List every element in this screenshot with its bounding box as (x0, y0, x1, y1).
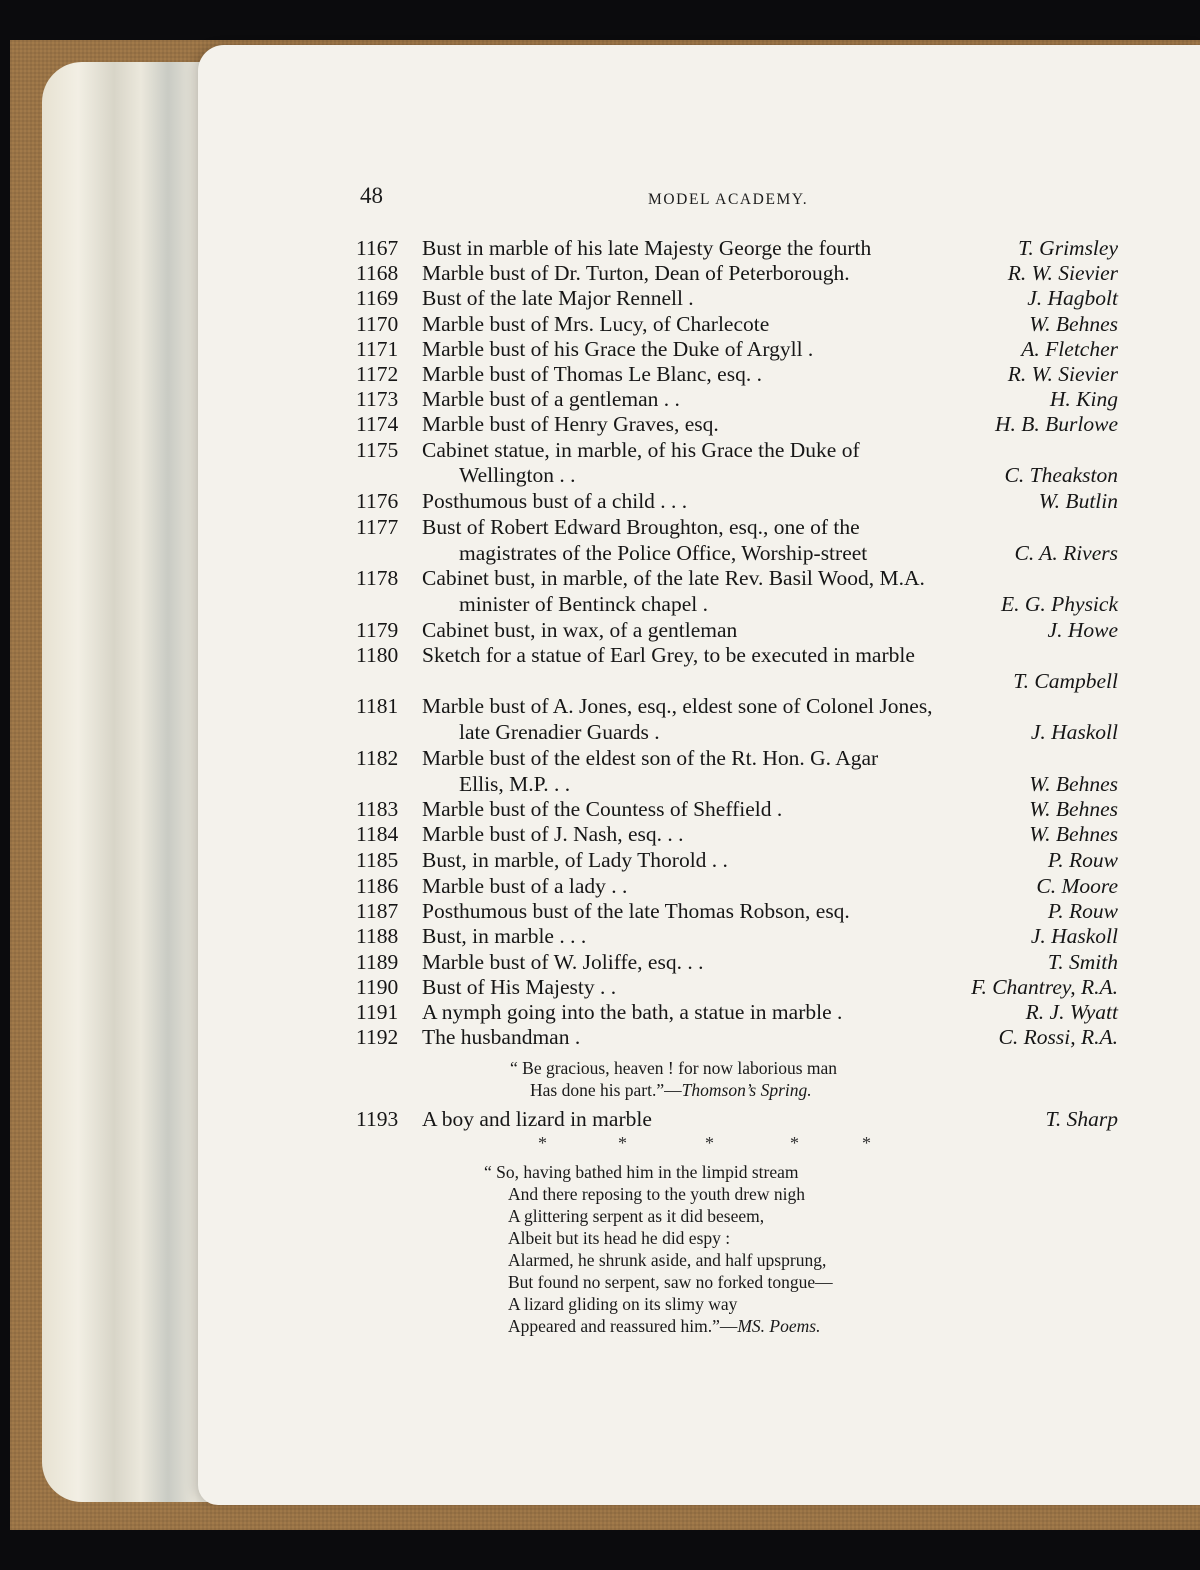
separator-star: * (618, 1133, 627, 1153)
entry-title-continued: late Grenadier Guards . (459, 720, 660, 744)
entry-title-continued: Ellis, M.P. . . (459, 772, 571, 796)
entry-artist: T. Smith (1047, 950, 1118, 974)
quote-line: Albeit but its head he did espy : (508, 1228, 731, 1248)
entry-title: Marble bust of Thomas Le Blanc, esq. . (422, 362, 762, 386)
entry-title: A nymph going into the bath, a statue in marble . (422, 1000, 843, 1024)
entry-number: 1176 (356, 489, 399, 513)
entry-title: Marble bust of W. Joliffe, esq. . . (422, 950, 704, 974)
entry-title: Bust of the late Major Rennell . (422, 286, 694, 310)
quote-line: “ Be gracious, heaven ! for now laborious man (510, 1058, 838, 1078)
entry-number: 1188 (356, 924, 399, 948)
catalogue-entry-continuation (356, 592, 1118, 618)
entry-title: Cabinet bust, in marble, of the late Rev. Basil Wood, M.A. (422, 566, 925, 590)
catalogue-entry-continuation (356, 772, 1118, 798)
entry-artist: R. W. Sievier (1007, 261, 1118, 285)
entry-number: 1173 (356, 387, 399, 411)
entry-number: 1183 (356, 797, 399, 821)
entry-title: Posthumous bust of the late Thomas Robson, esq. (422, 899, 850, 923)
entry-title: Bust in marble of his late Majesty George the fourth (422, 236, 872, 260)
quote-source: MS. Poems. (737, 1316, 821, 1336)
catalogue-entry (356, 1000, 1118, 1026)
catalogue-entry (356, 515, 1118, 541)
catalogue-entry (356, 643, 1118, 669)
entry-number: 1177 (356, 515, 399, 539)
entry-artist: W. Butlin (1038, 489, 1118, 513)
entry-artist: T. Campbell (1013, 669, 1118, 693)
page-number: 48 (360, 183, 383, 208)
entry-title: Marble bust of the Countess of Sheffield . (422, 797, 783, 821)
catalogue-entry (356, 848, 1118, 874)
catalogue-entry (356, 412, 1118, 438)
entry-title: A boy and lizard in marble (422, 1107, 652, 1131)
entry-number: 1189 (356, 950, 399, 974)
entry-title: Bust, in marble . . . (422, 924, 587, 948)
entry-title: The husbandman . (422, 1025, 581, 1049)
catalogue-entry (356, 924, 1118, 950)
entry-title: Marble bust of A. Jones, esq., eldest sone of Colonel Jones, (422, 694, 933, 718)
entry-title: Marble bust of Henry Graves, esq. (422, 412, 719, 436)
entry-artist: C. Moore (1036, 874, 1118, 898)
entry-artist: R. W. Sievier (1007, 362, 1118, 386)
catalogue-entry (356, 822, 1118, 848)
catalogue-entry-continuation (356, 541, 1118, 567)
entry-title-continued: magistrates of the Police Office, Worship-street (459, 541, 868, 565)
entry-artist: H. B. Burlowe (994, 412, 1118, 436)
entry-artist: W. Behnes (1029, 772, 1118, 796)
quote-source: Thomson’s Spring. (681, 1080, 812, 1100)
catalogue-entry (356, 899, 1118, 925)
entry-artist: E. G. Physick (1000, 592, 1118, 616)
entry-number: 1175 (356, 438, 399, 462)
catalogue-entry (356, 874, 1118, 900)
entry-title: Marble bust of his Grace the Duke of Argyll . (422, 337, 814, 361)
entry-artist: J. Hagbolt (1027, 286, 1118, 310)
catalogue-entry (356, 438, 1118, 464)
page-edges (42, 62, 222, 1502)
entry-artist: T. Sharp (1045, 1107, 1118, 1131)
quote-line: “ So, having bathed him in the limpid stream (484, 1162, 799, 1182)
entry-artist: J. Howe (1047, 618, 1118, 642)
entry-title: Bust of His Majesty . . (422, 975, 617, 999)
entry-artist: J. Haskoll (1030, 924, 1118, 948)
entry-title: Marble bust of Mrs. Lucy, of Charlecote (422, 312, 770, 336)
entry-title: Bust, in marble, of Lady Thorold . . (422, 848, 728, 872)
entry-number: 1192 (356, 1025, 399, 1049)
catalogue-entry (356, 746, 1118, 772)
catalogue-entry (356, 975, 1118, 1001)
catalogue-entry (356, 1107, 1118, 1133)
quote-line: A lizard gliding on its slimy way (508, 1294, 738, 1314)
catalogue-entry (356, 950, 1118, 976)
separator-star: * (538, 1133, 547, 1153)
running-title: MODEL ACADEMY. (648, 191, 809, 208)
entry-number: 1178 (356, 566, 399, 590)
catalogue-entry (356, 797, 1118, 823)
entry-number: 1191 (356, 1000, 399, 1024)
quote-line: Alarmed, he shrunk aside, and half upsprung, (508, 1250, 827, 1270)
catalogue-entry (356, 566, 1118, 592)
catalogue-entry-continuation (356, 463, 1118, 489)
entry-title-continued: Wellington . . (459, 463, 576, 487)
entry-title: Bust of Robert Edward Broughton, esq., one of the (422, 515, 860, 539)
entry-number: 1172 (356, 362, 399, 386)
entry-title: Cabinet bust, in wax, of a gentleman (422, 618, 738, 642)
entry-artist: J. Haskoll (1030, 720, 1118, 744)
catalogue-entry (356, 261, 1118, 287)
catalogue-entry (356, 236, 1118, 262)
quote-attribution-line (530, 1080, 812, 1101)
entry-artist: W. Behnes (1029, 822, 1118, 846)
entry-number: 1187 (356, 899, 399, 923)
entry-artist: W. Behnes (1029, 312, 1118, 336)
catalogue-entry (356, 489, 1118, 515)
entry-number: 1180 (356, 643, 399, 667)
entry-number: 1167 (356, 236, 399, 260)
catalogue-entry (356, 387, 1118, 413)
catalogue-entry (356, 618, 1118, 644)
quote-line: A glittering serpent as it did beseem, (508, 1206, 765, 1226)
entry-title: Marble bust of a lady . . (422, 874, 628, 898)
quote-line: But found no serpent, saw no forked tongue— (508, 1272, 833, 1292)
entry-number: 1170 (356, 312, 399, 336)
separator-star: * (790, 1133, 799, 1153)
entry-title: Marble bust of Dr. Turton, Dean of Peterborough. (422, 261, 850, 285)
catalogue-entry (356, 694, 1118, 720)
catalogue-entry-continuation (356, 720, 1118, 746)
entry-number: 1171 (356, 337, 399, 361)
entry-artist: F. Chantrey, R.A. (971, 975, 1118, 999)
catalogue-entry (356, 286, 1118, 312)
entry-artist: C. Theakston (1004, 463, 1118, 487)
quote-attribution-line (508, 1316, 820, 1337)
entry-number: 1168 (356, 261, 399, 285)
entry-artist: C. A. Rivers (1014, 541, 1118, 565)
entry-artist: A. Fletcher (1021, 337, 1118, 361)
entry-title: Cabinet statue, in marble, of his Grace the Duke of (422, 438, 860, 462)
separator-star: * (705, 1133, 714, 1153)
entry-number: 1169 (356, 286, 399, 310)
entry-number: 1184 (356, 822, 399, 846)
entry-artist: T. Grimsley (1018, 236, 1118, 260)
entry-number: 1181 (356, 694, 399, 718)
catalogue-entry (356, 312, 1118, 338)
entry-number: 1190 (356, 975, 399, 999)
entry-title: Marble bust of a gentleman . . (422, 387, 680, 411)
entry-number: 1193 (356, 1107, 399, 1131)
entry-title: Posthumous bust of a child . . . (422, 489, 688, 513)
entry-title: Sketch for a statue of Earl Grey, to be executed in marble (422, 643, 915, 667)
separator-star: * (862, 1133, 871, 1153)
entry-title: Marble bust of J. Nash, esq. . . (422, 822, 684, 846)
catalogue-entry (356, 1025, 1118, 1051)
entry-number: 1174 (356, 412, 399, 436)
entry-artist: C. Rossi, R.A. (998, 1025, 1118, 1049)
catalogue-entry (356, 337, 1118, 363)
entry-artist: P. Rouw (1047, 899, 1118, 923)
entry-artist: P. Rouw (1047, 848, 1118, 872)
entry-artist: H. King (1049, 387, 1118, 411)
quote-line: And there reposing to the youth drew nigh (508, 1184, 805, 1204)
entry-number: 1179 (356, 618, 399, 642)
catalogue-entry (356, 362, 1118, 388)
entry-artist: R. J. Wyatt (1025, 1000, 1118, 1024)
entry-artist: W. Behnes (1029, 797, 1118, 821)
entry-title: Marble bust of the eldest son of the Rt. Hon. G. Agar (422, 746, 879, 770)
entry-number: 1182 (356, 746, 399, 770)
entry-number: 1186 (356, 874, 399, 898)
entry-title-continued: minister of Bentinck chapel . (459, 592, 708, 616)
quote-line: Appeared and reassured him.”— (508, 1316, 738, 1336)
catalogue-entry-continuation (356, 669, 1118, 695)
entry-number: 1185 (356, 848, 399, 872)
quote-line: Has done his part.”— (530, 1080, 682, 1100)
